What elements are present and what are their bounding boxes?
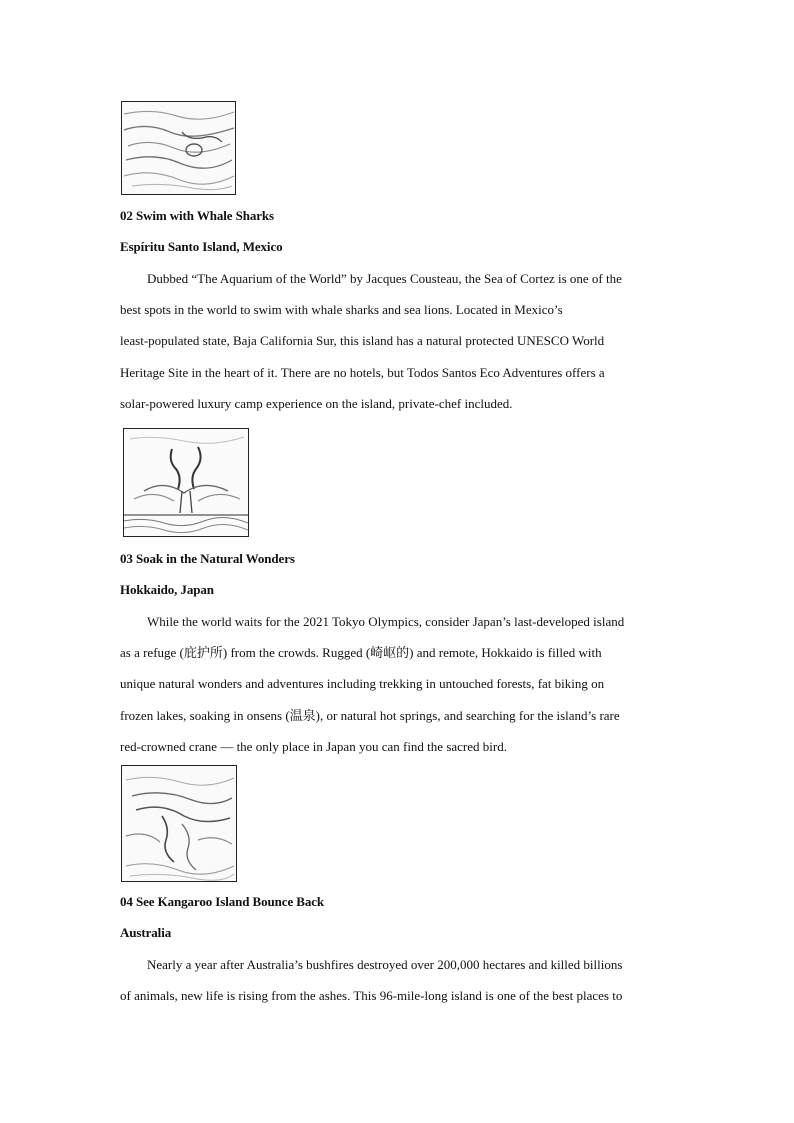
paragraph-line: as a refuge (庇护所) from the crowds. Rugged (崎岖的) and remote, Hokkaido is filled with — [120, 645, 602, 661]
cranes-photo — [123, 428, 249, 537]
seascape-photo — [121, 101, 236, 195]
paragraph-line: solar-powered luxury camp experience on the island, private-chef included. — [120, 395, 513, 411]
paragraph-line: unique natural wonders and adventures including trekking in untouched forests, fat biking on — [120, 676, 605, 692]
paragraph-line: least-populated state, Baja California Sur, this island has a natural protected UNESCO World — [120, 333, 605, 349]
paragraph-line: Heritage Site in the heart of it. There are no hotels, but Todos Santos Eco Adventures offers a — [120, 364, 605, 380]
section-title: 02 Swim with Whale Sharks — [120, 208, 275, 223]
paragraph-line: best spots in the world to swim with whale sharks and sea lions. Located in Mexico’s — [120, 302, 563, 318]
section-paragraph — [120, 606, 665, 762]
island-coast-photo — [121, 765, 237, 882]
section-location: Espíritu Santo Island, Mexico — [120, 239, 283, 254]
paragraph-line: red-crowned crane — the only place in Japan you can find the sacred bird. — [120, 738, 507, 754]
paragraph-line: Dubbed “The Aquarium of the World” by Jacques Cousteau, the Sea of Cortez is one of the — [147, 271, 622, 286]
paragraph-line: of animals, new life is rising from the ashes. This 96-mile-long island is one of the best places to — [120, 988, 623, 1004]
paragraph-line: While the world waits for the 2021 Tokyo Olympics, consider Japan’s last-developed island — [147, 614, 625, 629]
section-title: 03 Soak in the Natural Wonders — [120, 551, 295, 566]
section-location: Australia — [120, 925, 172, 940]
section-title: 04 See Kangaroo Island Bounce Back — [120, 894, 325, 909]
paragraph-line: frozen lakes, soaking in onsens (温泉), or natural hot springs, and searching for the island’s rare — [120, 707, 620, 723]
section-paragraph — [120, 263, 665, 419]
section-location: Hokkaido, Japan — [120, 582, 214, 597]
section-paragraph — [120, 949, 665, 1011]
paragraph-line: Nearly a year after Australia’s bushfires destroyed over 200,000 hectares and killed billions — [147, 957, 623, 972]
